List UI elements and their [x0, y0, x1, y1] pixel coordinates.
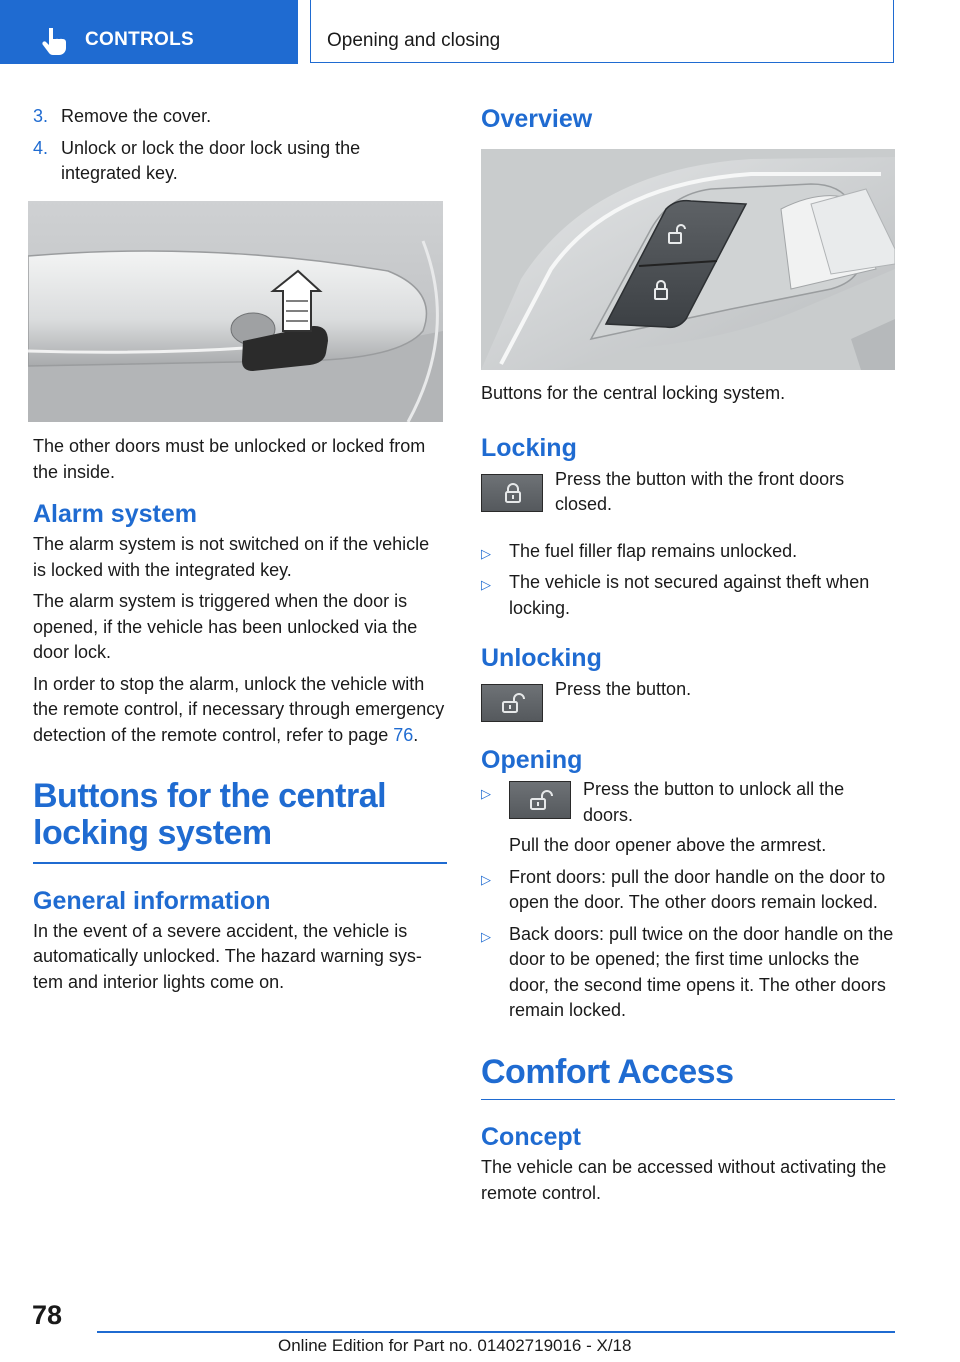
general-info-heading: General information — [33, 886, 271, 915]
step-text: Unlock or lock the door lock using the integrated key. — [61, 137, 361, 183]
opening-button-row — [509, 779, 895, 833]
locking-row — [481, 467, 895, 529]
comfort-access-heading: Comfort Access — [481, 1052, 734, 1091]
left-column — [33, 104, 445, 187]
alarm-p3 — [33, 672, 445, 749]
step-number: 4. — [33, 137, 49, 158]
door-handle-illustration — [28, 201, 443, 422]
door-panel-buttons-illustration — [481, 149, 895, 370]
footer-rule — [97, 1331, 895, 1333]
bullet-triangle-icon: ▷ — [481, 871, 491, 887]
alarm-p3-end: . — [413, 724, 419, 745]
hand-pointer-icon — [40, 26, 66, 56]
opening-heading: Opening — [481, 746, 583, 774]
opening-b1-cont: Pull the door opener above the armrest. — [509, 835, 827, 855]
bullet-triangle-icon: ▷ — [481, 928, 491, 944]
edition-text: Online Edition for Part no. 01402719016 - X/18 — [278, 1336, 632, 1355]
unlock-button-image — [481, 684, 543, 722]
central-locking-heading: Buttons for the central locking system — [33, 777, 387, 852]
bullet-text: The vehicle is not secured against theft when locking. — [509, 572, 870, 618]
unlocking-row — [481, 677, 895, 733]
step-item — [33, 136, 445, 187]
lock-button-image — [481, 474, 543, 512]
heading-rule — [481, 1099, 895, 1101]
bullet-item — [481, 539, 895, 565]
unlocking-heading: Unlocking — [481, 644, 602, 672]
overview-caption: Buttons for the central locking system. — [481, 383, 786, 403]
bullet-text: Front doors: pull the door handle on the door to open the door. The other doors remain locked. — [509, 866, 886, 912]
section-title: CONTROLS — [85, 29, 195, 50]
right-column — [481, 381, 895, 1206]
left-column-lower — [33, 434, 445, 995]
locking-heading: Locking — [481, 433, 577, 462]
unlock-button-image — [509, 781, 571, 819]
unlock-icon — [501, 692, 525, 714]
step-text: Remove the cover. — [61, 106, 212, 126]
overview-heading: Overview — [481, 105, 593, 133]
page-number: 78 — [32, 1300, 63, 1330]
other-doors-text: The other doors must be unlocked or locked from the inside. — [33, 436, 426, 482]
bullet-item — [481, 779, 895, 859]
bullet-text: Back doors: pull twice on the door handle on the door to be opened; the first time unlocks the door, the second time opens it. The other doors remain locked. — [509, 923, 894, 1020]
chapter-header — [310, 0, 894, 63]
section-tab[interactable] — [0, 0, 298, 64]
alarm-p3-text: In order to stop the alarm, unlock the vehicle with the remote control, if necessary through emergency detection of the remote control, refer to page — [33, 673, 445, 745]
step-number: 3. — [33, 106, 49, 126]
bullet-triangle-icon: ▷ — [481, 577, 491, 592]
bullet-triangle-icon: ▷ — [481, 786, 491, 801]
alarm-p2: The alarm system is triggered when the door is opened, if the vehicle has been unlocked via the door lock. — [33, 591, 418, 662]
concept-heading: Concept — [481, 1123, 581, 1151]
opening-b1: Press the button to unlock all the doors. — [583, 779, 845, 825]
step-item — [33, 104, 445, 130]
alarm-heading: Alarm system — [33, 500, 197, 528]
locking-desc: Press the button with the front doors closed. — [555, 468, 845, 514]
bullet-item — [481, 865, 895, 916]
chapter-title: Opening and closing — [327, 30, 501, 51]
bullet-item — [481, 922, 895, 1024]
bullet-item — [481, 570, 895, 621]
concept-text: The vehicle can be accessed without activating the remote control. — [481, 1157, 887, 1203]
bullet-text: The fuel filler flap remains unlocked. — [509, 540, 798, 561]
unlock-icon — [529, 789, 553, 811]
general-info-text: In the event of a severe accident, the vehicle is automatically unlocked. The hazard warning system and interior lights come on. — [33, 920, 422, 992]
heading-rule — [33, 862, 447, 864]
bullet-triangle-icon: ▷ — [481, 545, 491, 561]
page-link[interactable]: 76 — [393, 724, 414, 745]
lock-icon — [501, 482, 525, 504]
unlocking-desc: Press the button. — [555, 679, 692, 699]
alarm-p1: The alarm system is not switched on if the vehicle is locked with the integrated key. — [33, 534, 430, 580]
